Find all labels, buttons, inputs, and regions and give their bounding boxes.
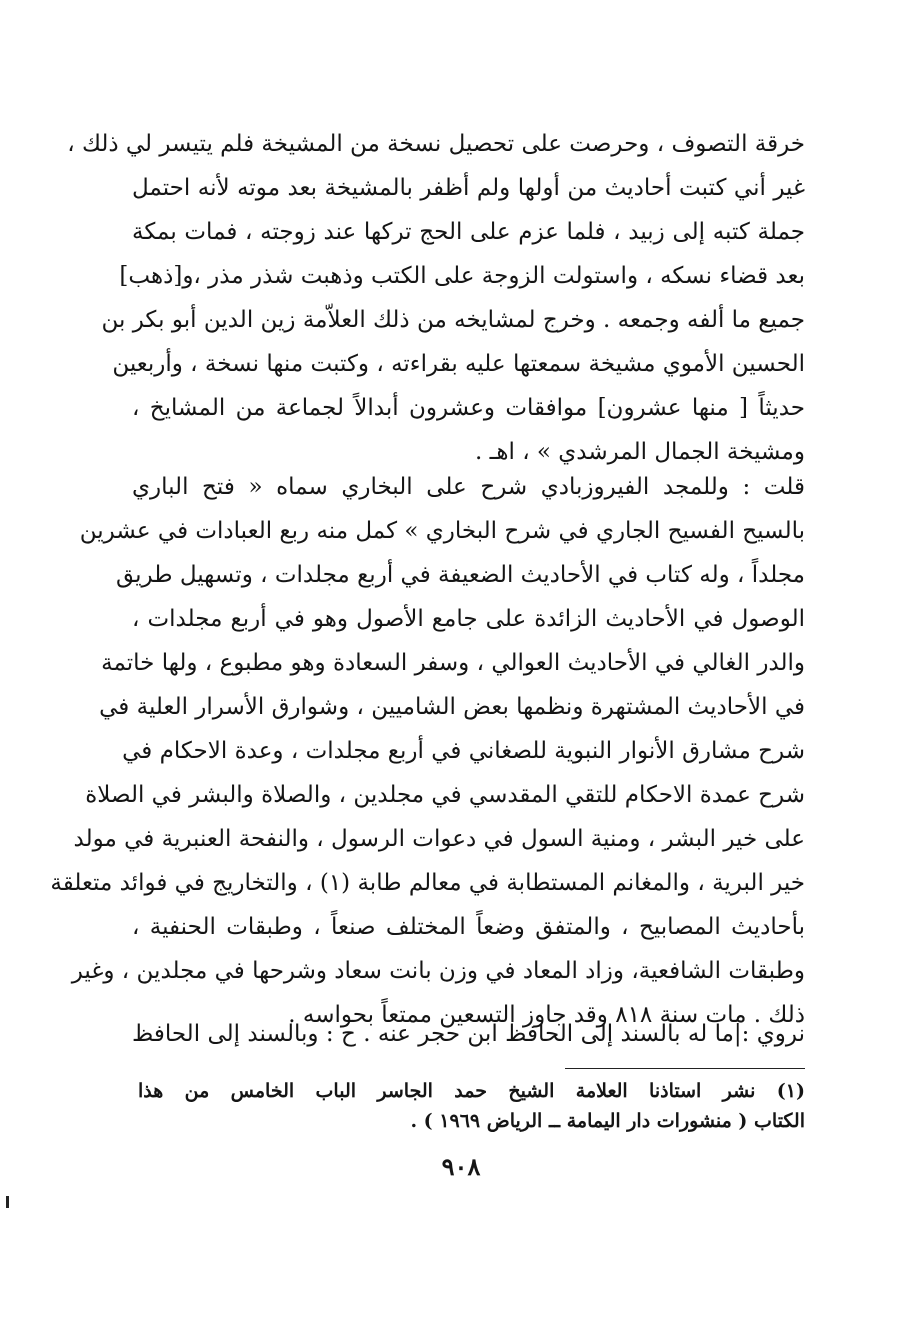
paragraph-biography: [67, 122, 805, 474]
text-line: مجلداً ، وله كتاب في الأحاديث الضعيفة في أربع مجلدات ، وتسهيل طريق: [115, 562, 805, 588]
text-line: جميع ما ألفه وجمعه . وخرج لمشايخه من ذلك العلاّمة زين الدين أبو بكر بن: [101, 307, 805, 333]
text-line: وطبقات الشافعية، وزاد المعاد في وزن بانت سعاد وشرحها في مجلدين ، وغير: [71, 958, 805, 984]
text-line: خرقة التصوف ، وحرصت على تحصيل نسخة من المشيخة فلم يتيسر لي ذلك ،: [67, 131, 805, 157]
text-line: خير البرية ، والمغانم المستطابة في معالم طابة (١) ، والتخاريج في فوائد متعلقة: [50, 870, 805, 896]
footnote-line: الكتاب ( منشورات دار اليمامة ــ الرياض ١٩٦٩ ) .: [410, 1110, 805, 1132]
text-line: في الأحاديث المشتهرة ونظمها بعض الشاميين ، وشوارق الأسرار العلية في: [99, 694, 805, 720]
footnote: [138, 1076, 805, 1136]
text-line: غير أني كتبت أحاديث من أولها ولم أظفر بالمشيخة بعد موته لأنه احتمل: [132, 175, 805, 201]
text-line: والدر الغالي في الأحاديث العوالي ، وسفر السعادة وهو مطبوع ، ولها خاتمة: [101, 650, 805, 676]
text-line: شرح مشارق الأنوار النبوية للصغاني في أربع مجلدات ، وعدة الاحكام في: [122, 738, 805, 764]
text-line: حديثاً [ منها عشرون] موافقات وعشرون أبدالاً لجماعة من المشايخ ،: [132, 395, 805, 421]
text-line: بالسيح الفسيح الجاري في شرح البخاري » كمل منه ربع العبادات في عشرين: [79, 518, 805, 544]
text-line: قلت : وللمجد الفيروزبادي شرح على البخاري سماه « فتح الباري: [132, 474, 805, 500]
page-number: ٩٠٨: [441, 1152, 481, 1181]
footnote-separator: [565, 1068, 805, 1069]
text-line: جملة كتبه إلى زبيد ، فلما عزم على الحج تركها عند زوجته ، فمات بمكة: [132, 219, 805, 245]
text-line: بأحاديث المصابيح ، والمتفق وضعاً المختلف صنعاً ، وطبقات الحنفية ،: [132, 914, 805, 940]
text-line: ذلك . مات سنة ٨١٨ وقد جاوز التسعين ممتعاً بحواسه .: [288, 1002, 805, 1028]
text-line: الوصول في الأحاديث الزائدة على جامع الأصول وهو في أربع مجلدات ،: [132, 606, 805, 632]
text-line: الحسين الأموي مشيخة سمعتها عليه بقراءته ، وكتبت منها نسخة ، وأربعين: [112, 351, 805, 377]
text-line: نروي :|ما له بالسند إلى الحافظ ابن حجر عنه . ح : وبالسند إلى الحافظ: [132, 1021, 805, 1047]
paragraph-chain: [132, 1012, 805, 1056]
paragraph-works: [50, 465, 805, 1037]
text-line: شرح عمدة الاحكام للتقي المقدسي في مجلدين ، والصلاة والبشر في الصلاة: [85, 782, 805, 808]
scan-edge-mark: [6, 1196, 9, 1208]
text-line: بعد قضاء نسكه ، واستولت الزوجة على الكتب وذهبت شذر مذر ،و[ذهب]: [119, 263, 805, 289]
text-line: ومشيخة الجمال المرشدي » ، اهـ .: [475, 439, 805, 465]
text-line: على خير البشر ، ومنية السول في دعوات الرسول ، والنفحة العنبرية في مولد: [73, 826, 805, 852]
footnote-line: (١) نشر استاذنا العلامة الشيخ حمد الجاسر الباب الخامس من هذا: [138, 1080, 805, 1102]
